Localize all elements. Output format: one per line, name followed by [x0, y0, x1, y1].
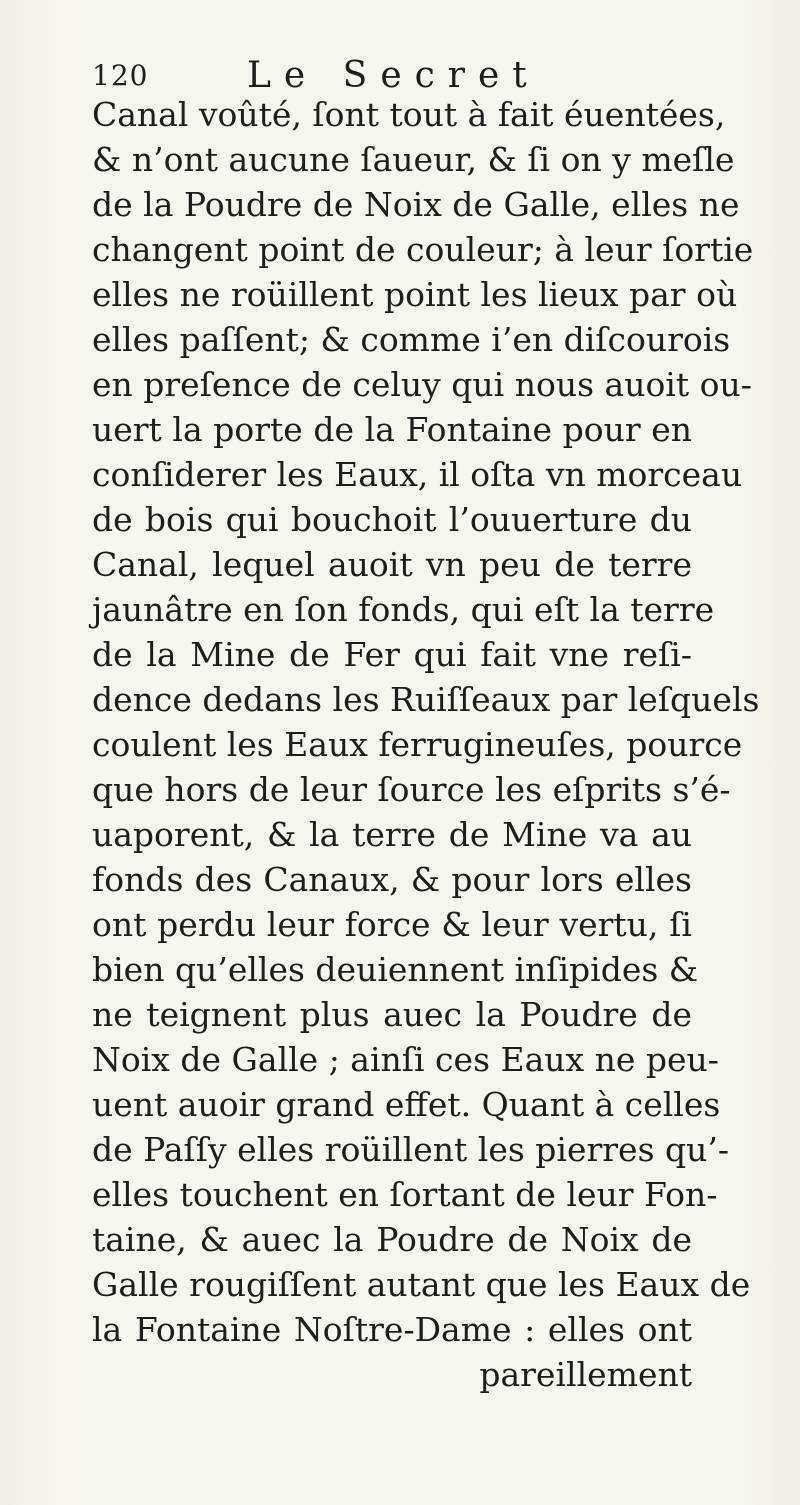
text-line: bien qu’elles deuiennent inſipides & — [92, 950, 699, 989]
text-line: en preſence de celuy qui nous auoit ou- — [92, 365, 752, 404]
text-line: dence dedans les Ruiſſeaux par leſquels — [92, 680, 760, 719]
text-line: ont perdu leur force & leur vertu, ſi — [92, 905, 692, 944]
text-line: Galle rougiſſent autant que les Eaux de — [92, 1265, 751, 1304]
text-line: & n’ont aucune ſaueur, & ſi on y meſle — [92, 140, 735, 179]
page-text — [92, 94, 760, 1434]
text-line: uent auoir grand effet. Quant à celles — [92, 1085, 721, 1124]
text-line: de bois qui bouchoit l’ouuerture du — [92, 500, 692, 539]
text-line: que hors de leur ſource les eſprits s’é- — [92, 770, 731, 809]
text-line: conſiderer les Eaux, il oſta vn morceau — [92, 455, 743, 494]
text-line: la Fontaine Noſtre-Dame : elles ont — [92, 1310, 692, 1349]
text-line: de la Poudre de Noix de Galle, elles ne — [92, 185, 740, 224]
text-line: Noix de Galle ; ainſi ces Eaux ne peu- — [92, 1040, 719, 1079]
running-title: Le Secret — [247, 55, 540, 96]
catchword: pareillement — [479, 1355, 692, 1394]
text-line: uaporent, & la terre de Mine va au — [92, 815, 692, 854]
text-line: changent point de couleur; à leur ſortie — [92, 230, 754, 269]
page-header — [92, 55, 712, 96]
text-line: Canal, lequel auoit vn peu de terre — [92, 545, 692, 584]
text-line: de la Mine de Fer qui fait vne reſi- — [92, 635, 692, 674]
text-line: coulent les Eaux ferrugineuſes, pource — [92, 725, 743, 764]
text-line: Canal voûté, ſont tout à fait éuentées, — [92, 95, 726, 134]
text-line: uert la porte de la Fontaine pour en — [92, 410, 692, 449]
text-line: elles ne roüillent point les lieux par où — [92, 275, 738, 314]
text-line: fonds des Canaux, & pour lors elles — [92, 860, 692, 899]
text-line: de Paſſy elles roüillent les pierres qu’- — [92, 1130, 730, 1169]
text-line: taine, & auec la Poudre de Noix de — [92, 1220, 692, 1259]
text-line: elles touchent en ſortant de leur Fon- — [92, 1175, 718, 1214]
text-line: elles paſſent; & comme i’en diſcourois — [92, 320, 731, 359]
text-line: jaunâtre en ſon fonds, qui eſt la terre — [92, 590, 715, 629]
page-number: 120 — [92, 59, 149, 92]
text-line: ne teignent plus auec la Poudre de — [92, 995, 692, 1034]
